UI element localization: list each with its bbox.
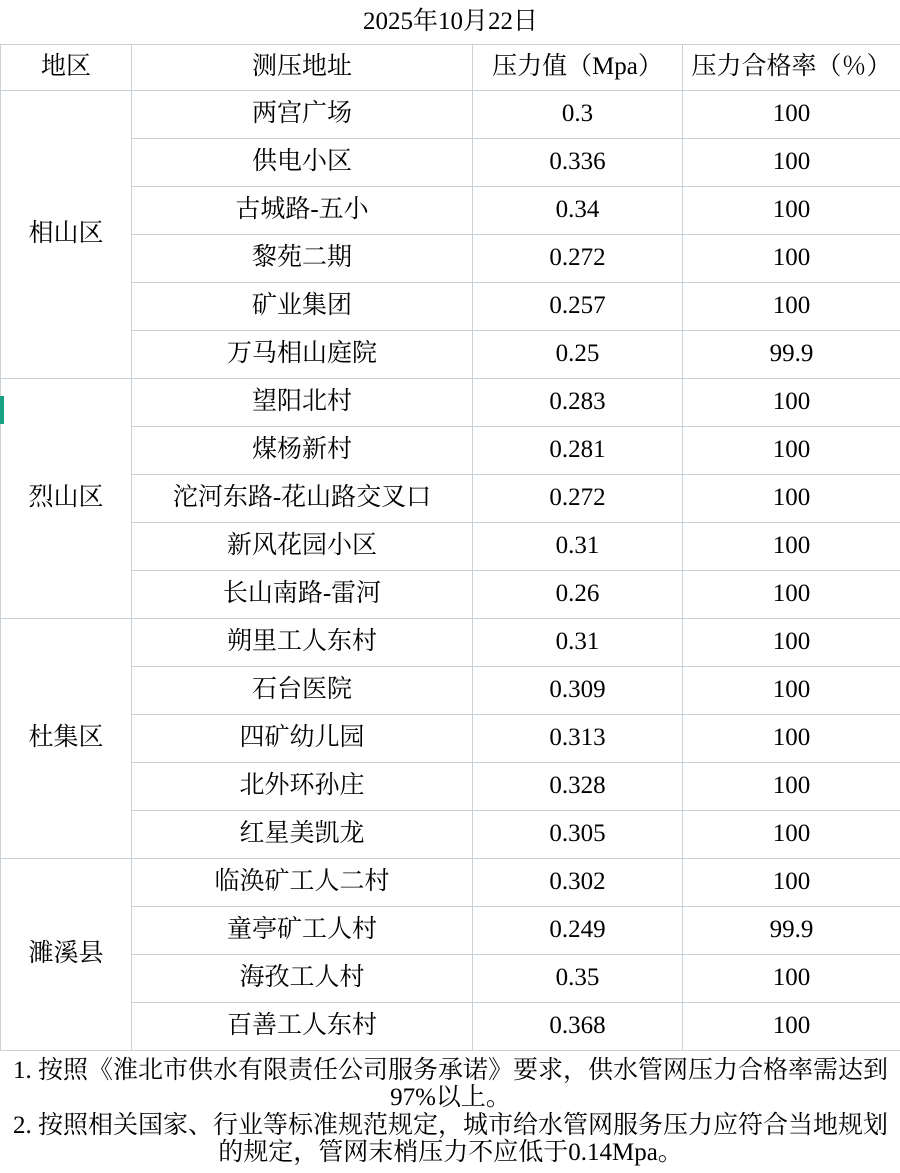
table-row (1, 522, 900, 570)
cell-rate: 100 (683, 186, 900, 234)
notes-row (1, 1050, 900, 1173)
page-title: 2025年10月22日 (1, 0, 900, 44)
cell-pressure: 0.305 (473, 810, 683, 858)
cell-address: 四矿幼儿园 (132, 714, 473, 762)
cell-pressure: 0.328 (473, 762, 683, 810)
column-header-pressure: 压力值（Mpa） (473, 44, 683, 90)
cell-address: 万马相山庭院 (132, 330, 473, 378)
region-group-label: 濉溪县 (1, 858, 132, 1050)
note-item: 2. 按照相关国家、行业等标准规范规定，城市给水管网服务压力应符合当地规划的规定，管网末梢压力不应低于0.14Mpa。 (5, 1112, 897, 1167)
cell-address: 新风花园小区 (132, 522, 473, 570)
cell-address: 古城路-五小 (132, 186, 473, 234)
cell-pressure: 0.35 (473, 954, 683, 1002)
cell-pressure: 0.336 (473, 138, 683, 186)
cell-rate: 100 (683, 474, 900, 522)
cell-pressure: 0.272 (473, 234, 683, 282)
cell-address: 煤杨新村 (132, 426, 473, 474)
cell-pressure: 0.34 (473, 186, 683, 234)
cell-rate: 100 (683, 858, 900, 906)
cell-pressure: 0.26 (473, 570, 683, 618)
cell-rate: 100 (683, 954, 900, 1002)
cell-pressure: 0.283 (473, 378, 683, 426)
table-row (1, 234, 900, 282)
cell-rate: 100 (683, 810, 900, 858)
table-row (1, 810, 900, 858)
cell-rate: 99.9 (683, 330, 900, 378)
cell-address: 红星美凯龙 (132, 810, 473, 858)
cell-rate: 100 (683, 138, 900, 186)
cell-address: 海孜工人村 (132, 954, 473, 1002)
cell-address: 供电小区 (132, 138, 473, 186)
column-header-address: 测压地址 (132, 44, 473, 90)
table-row (1, 858, 900, 906)
note-item: 1. 按照《淮北市供水有限责任公司服务承诺》要求，供水管网压力合格率需达到97%以上。 (5, 1057, 897, 1112)
cell-rate: 100 (683, 378, 900, 426)
cell-pressure: 0.272 (473, 474, 683, 522)
table-row (1, 186, 900, 234)
cell-pressure: 0.309 (473, 666, 683, 714)
cell-pressure: 0.25 (473, 330, 683, 378)
cell-pressure: 0.313 (473, 714, 683, 762)
table-row (1, 714, 900, 762)
cell-address: 沱河东路-花山路交叉口 (132, 474, 473, 522)
table-row (1, 330, 900, 378)
cell-rate: 100 (683, 762, 900, 810)
table-row (1, 954, 900, 1002)
cell-rate: 100 (683, 714, 900, 762)
cell-address: 望阳北村 (132, 378, 473, 426)
cell-pressure: 0.3 (473, 90, 683, 138)
cell-rate: 100 (683, 666, 900, 714)
cell-pressure: 0.281 (473, 426, 683, 474)
cell-pressure: 0.302 (473, 858, 683, 906)
column-header-rate: 压力合格率（％） (683, 44, 900, 90)
table-row (1, 1002, 900, 1050)
cell-rate: 100 (683, 282, 900, 330)
cell-address: 矿业集团 (132, 282, 473, 330)
table-row (1, 474, 900, 522)
cell-rate: 100 (683, 570, 900, 618)
cell-rate: 100 (683, 1002, 900, 1050)
notes-block (1, 1050, 900, 1173)
region-group-label: 杜集区 (1, 618, 132, 858)
cell-address: 百善工人东村 (132, 1002, 473, 1050)
table-row (1, 666, 900, 714)
edge-marker (0, 396, 4, 424)
cell-address: 两宫广场 (132, 90, 473, 138)
cell-address: 北外环孙庄 (132, 762, 473, 810)
cell-pressure: 0.31 (473, 522, 683, 570)
cell-rate: 99.9 (683, 906, 900, 954)
cell-address: 石台医院 (132, 666, 473, 714)
table-row (1, 906, 900, 954)
cell-pressure: 0.368 (473, 1002, 683, 1050)
cell-rate: 100 (683, 234, 900, 282)
table-row (1, 618, 900, 666)
title-row (1, 0, 900, 44)
region-group-label: 相山区 (1, 90, 132, 378)
table-row (1, 762, 900, 810)
cell-rate: 100 (683, 618, 900, 666)
cell-address: 童亭矿工人村 (132, 906, 473, 954)
table-row (1, 138, 900, 186)
cell-address: 黎苑二期 (132, 234, 473, 282)
table-row (1, 282, 900, 330)
column-header-region: 地区 (1, 44, 132, 90)
cell-pressure: 0.257 (473, 282, 683, 330)
region-group-label: 烈山区 (1, 378, 132, 618)
cell-rate: 100 (683, 426, 900, 474)
table-header-row (1, 44, 900, 90)
cell-rate: 100 (683, 522, 900, 570)
table-row (1, 378, 900, 426)
cell-pressure: 0.31 (473, 618, 683, 666)
table-row (1, 426, 900, 474)
table-row (1, 90, 900, 138)
cell-pressure: 0.249 (473, 906, 683, 954)
cell-address: 临涣矿工人二村 (132, 858, 473, 906)
cell-rate: 100 (683, 90, 900, 138)
cell-address: 朔里工人东村 (132, 618, 473, 666)
cell-address: 长山南路-雷河 (132, 570, 473, 618)
table-row (1, 570, 900, 618)
